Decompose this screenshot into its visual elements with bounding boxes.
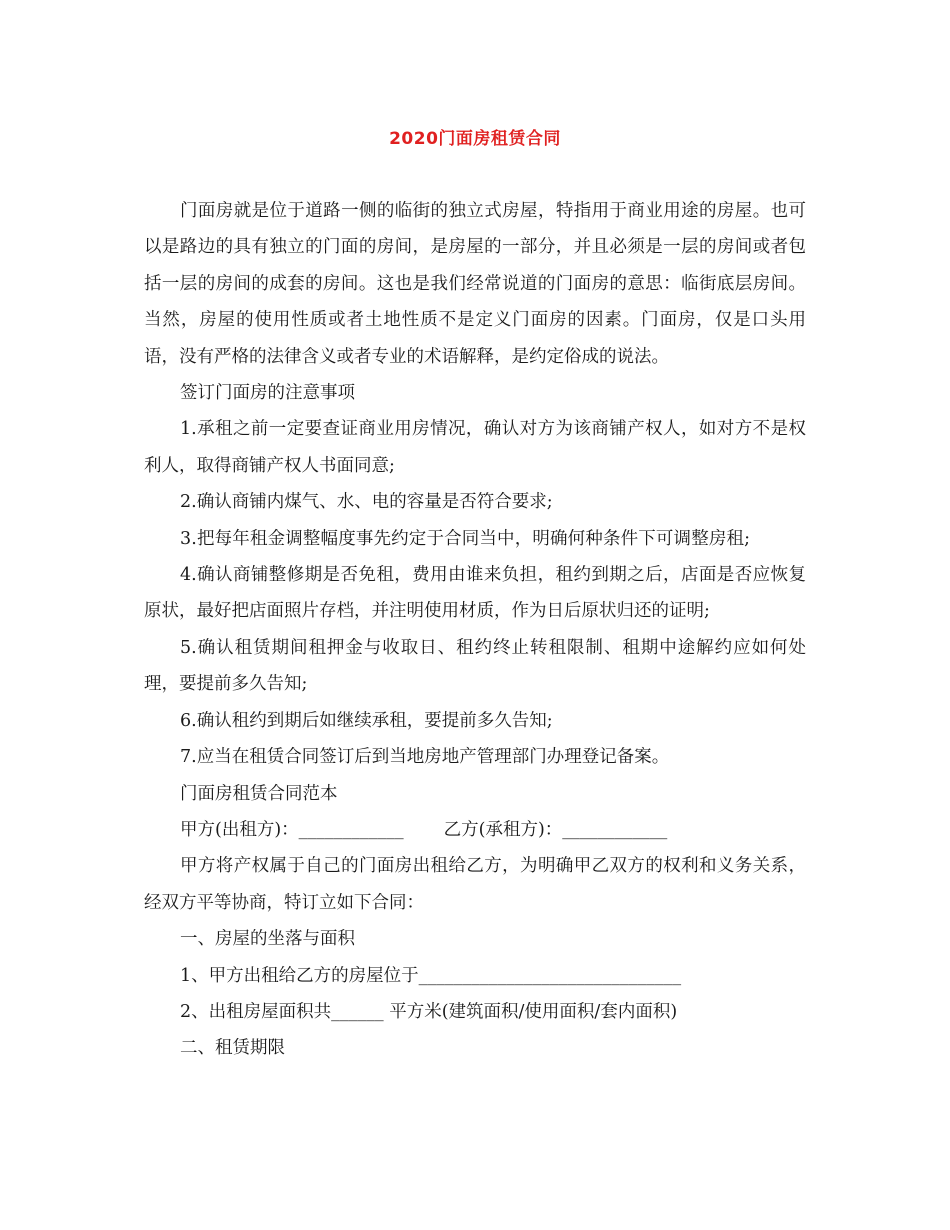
section-heading-notes: 签订门面房的注意事项 (180, 383, 355, 404)
party-a-field: 甲方(出租方)：____________ (180, 819, 404, 840)
article-1-clause-2: 2、出租房屋面积共______ 平方米(建筑面积/使用面积/套内面积) (180, 1001, 678, 1022)
article-1-clause-1: 1、甲方出租给乙方的房屋位于______________________________ (180, 965, 682, 986)
article-2-heading: 二、租赁期限 (180, 1038, 285, 1059)
document-body (144, 193, 806, 1067)
article-1-heading: 一、房屋的坐落与面积 (180, 929, 355, 950)
note-item-4: 4.确认商铺整修期是否免租，费用由谁来负担，租约到期之后，店面是否应恢复原状，最好把店面照片存档，并注明使用材质，作为日后原状归还的证明; (144, 565, 806, 622)
intro-paragraph: 门面房就是位于道路一侧的临街的独立式房屋，特指用于商业用途的房屋。也可以是路边的具有独立的门面的房间，是房屋的一部分，并且必须是一层的房间或者包括一层的房间的成套的房间。这也是我们经常说道的门面房的意思：临街底层房间。当然，房屋的使用性质或者土地性质不是定义门面房的因素。门面房，仅是口头用语，没有严格的法律含义或者专业的术语解释，是约定俗成的说法。 (144, 201, 806, 367)
section-heading-template: 门面房租赁合同范本 (180, 783, 338, 804)
note-item-5: 5.确认租赁期间租押金与收取日、租约终止转租限制、租期中途解约应如何处理，要提前多久告知; (144, 637, 806, 695)
parties-row (144, 812, 806, 848)
note-item-2: 2.确认商铺内煤气、水、电的容量是否符合要求; (180, 492, 553, 513)
note-item-3: 3.把每年租金调整幅度事先约定于合同当中，明确何种条件下可调整房租; (180, 528, 751, 549)
party-b-field: 乙方(承租方)：____________ (443, 819, 668, 840)
note-item-1: 1.承租之前一定要查证商业用房情况，确认对方为该商铺产权人，如对方不是权利人，取得商铺产权人书面同意; (144, 419, 806, 476)
note-item-7: 7.应当在租赁合同签订后到当地房地产管理部门办理登记备案。 (180, 747, 670, 768)
note-item-6: 6.确认租约到期后如继续承租，要提前多久告知; (180, 710, 553, 731)
contract-preamble: 甲方将产权属于自己的门面房出租给乙方，为明确甲乙双方的权利和义务关系，经双方平等协商，特订立如下合同： (144, 856, 806, 913)
document-title: 2020门面房租赁合同 (389, 129, 561, 149)
